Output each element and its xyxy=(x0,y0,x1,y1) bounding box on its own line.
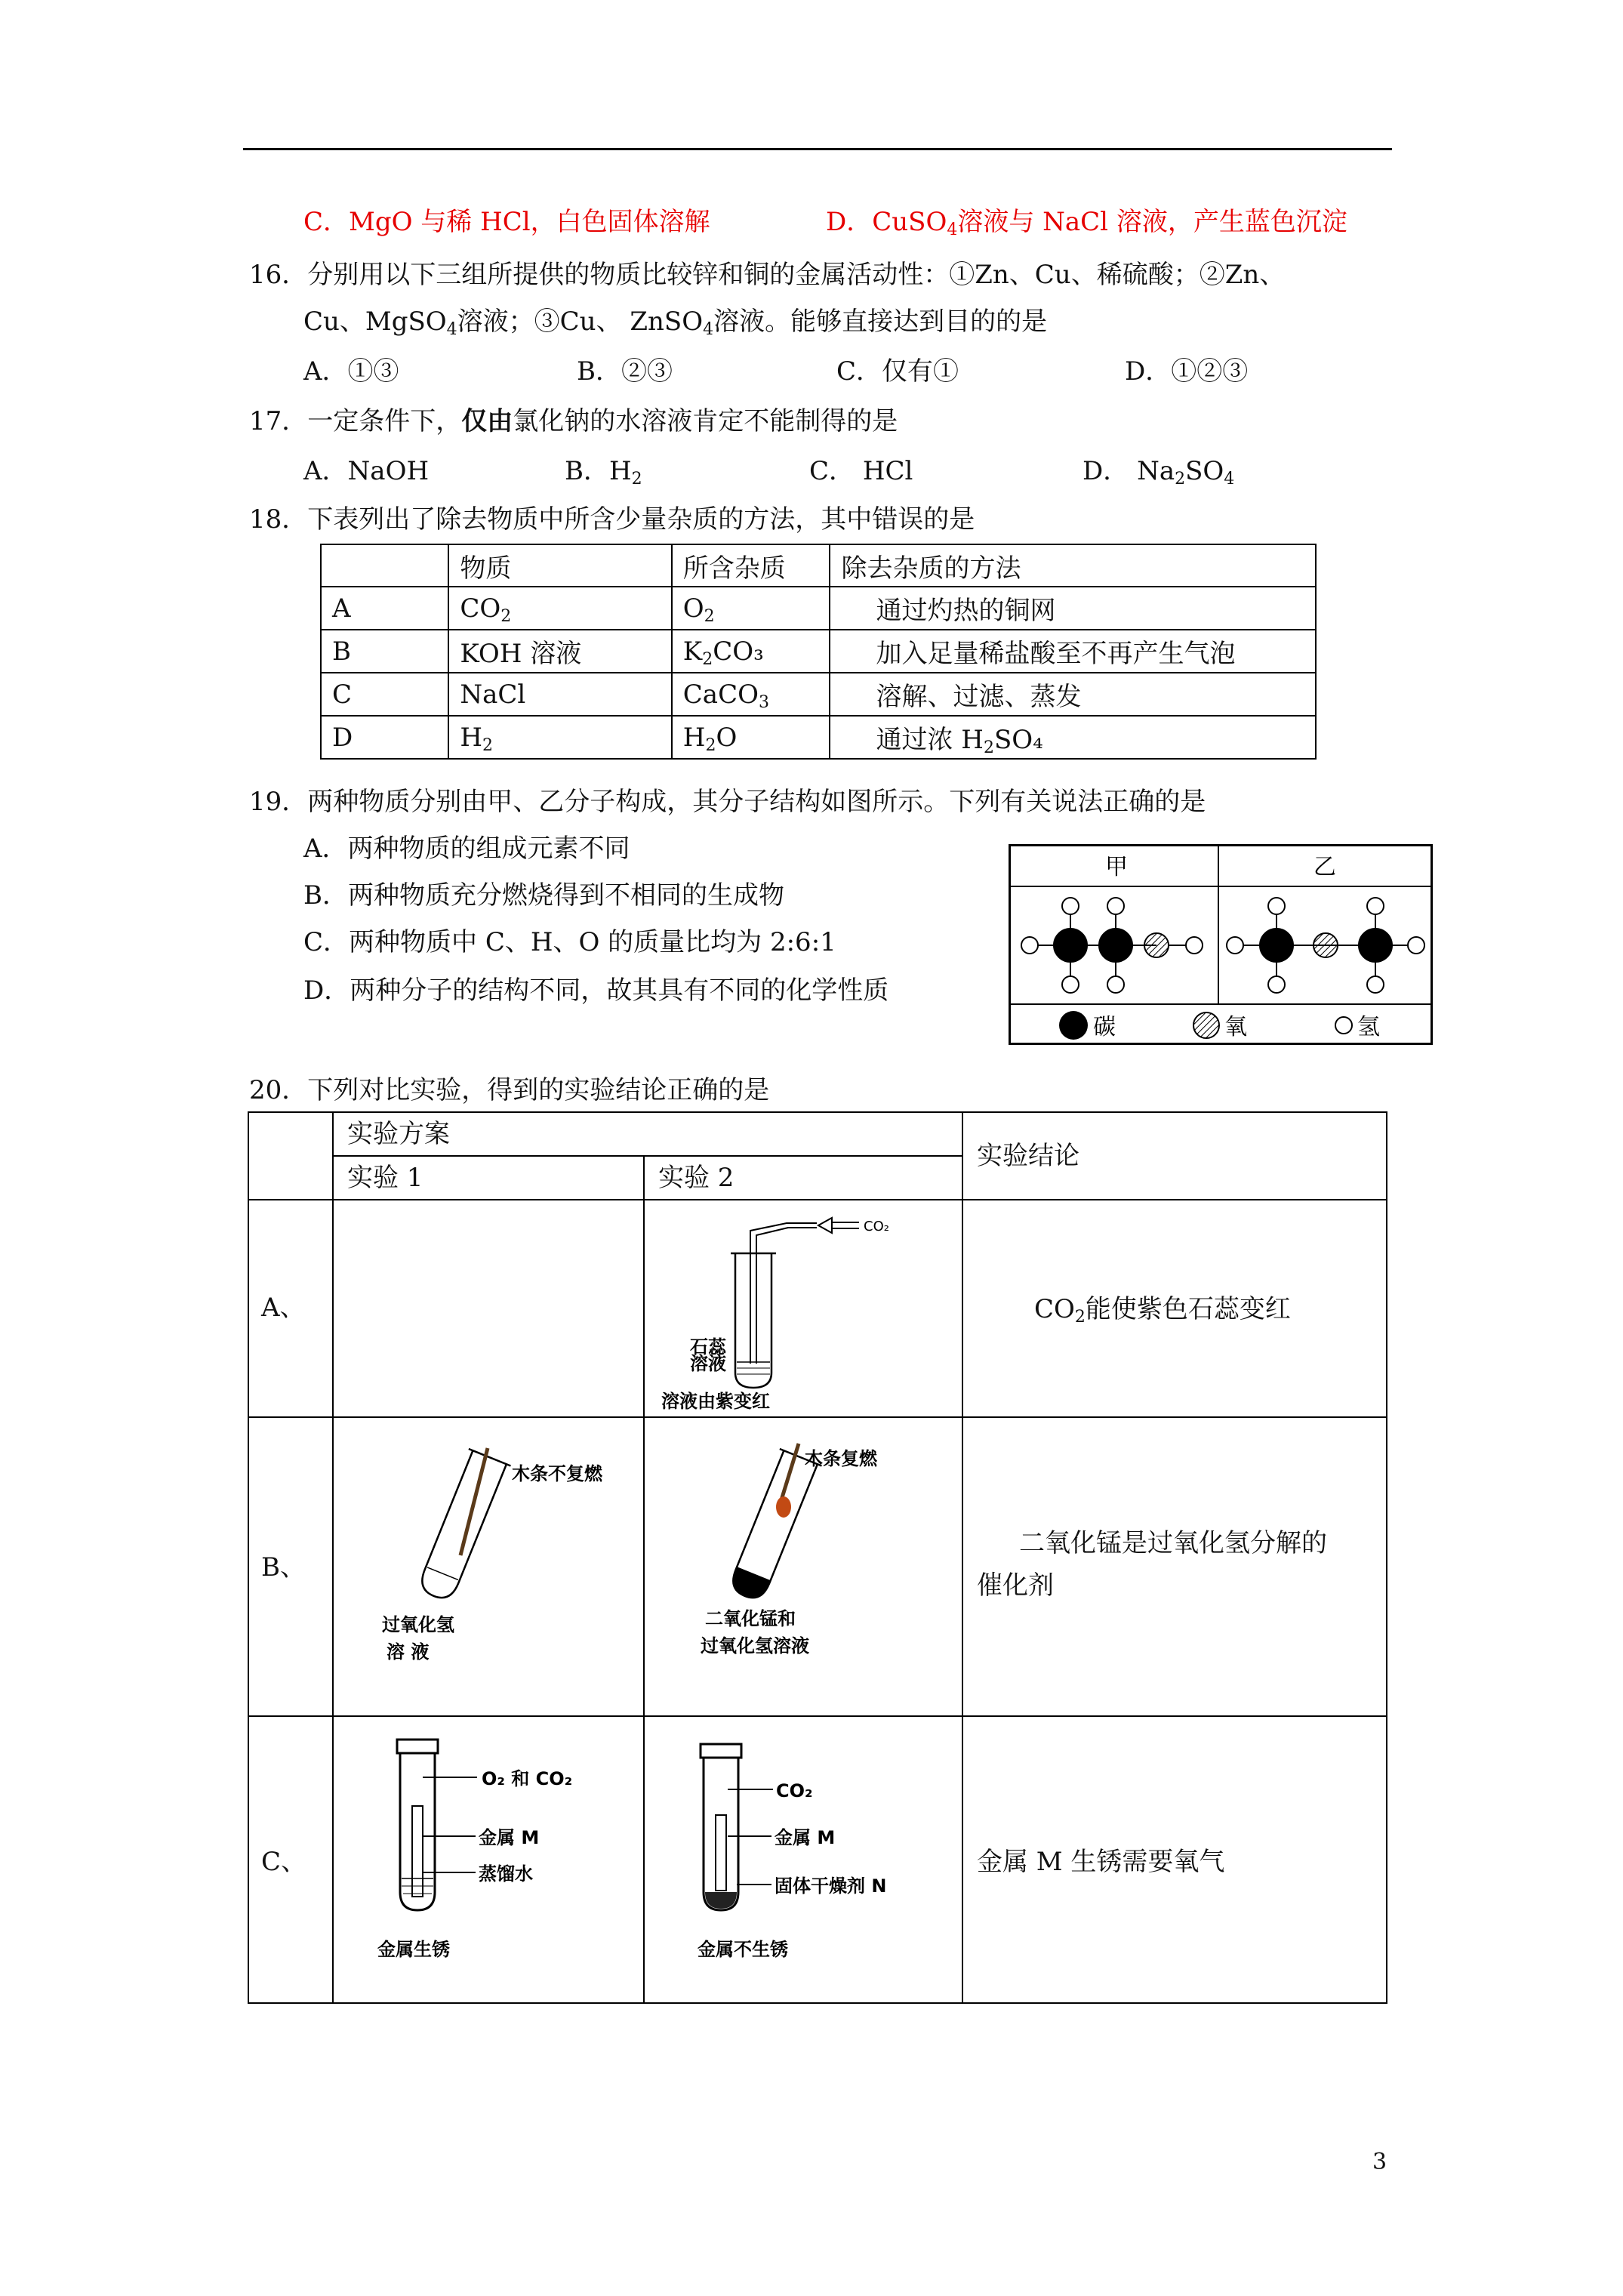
q16-option-c: C．仅有① xyxy=(836,356,959,387)
table-row xyxy=(321,587,1316,630)
impurity-cell: $O_2$ xyxy=(672,587,830,630)
h2o2-apparatus xyxy=(347,1427,642,1676)
q20-row-c-label: C、 xyxy=(261,1847,307,1877)
q18-header-cell: 所含杂质 xyxy=(672,544,830,587)
q18-header-row xyxy=(321,544,1316,587)
header-rule xyxy=(243,148,1392,150)
metal-strip-icon xyxy=(412,1806,423,1897)
flame-icon xyxy=(776,1496,791,1518)
molecule-figure xyxy=(1009,844,1433,1045)
wood-splint-icon xyxy=(460,1448,488,1555)
q18-header-cell: 物质 xyxy=(448,544,671,587)
exp2-caption: 溶液由紫变红 xyxy=(661,1391,770,1412)
exp1-caption-line1: 过氧化氢 xyxy=(382,1614,454,1635)
q20-row-b-conclusion-1: 二氧化锰是过氧化氢分解的 xyxy=(1019,1528,1327,1558)
label-desiccant: 固体干燥剂 N xyxy=(775,1875,887,1897)
q20-header-conclusion: 实验结论 xyxy=(977,1141,1079,1171)
row-label: A xyxy=(321,587,448,630)
label-yi: 乙 xyxy=(1313,854,1336,880)
q16-stem-line1: 16．分别用以下三组所提供的物质比较锌和铜的金属活动性：①Zn、Cu、稀硫酸；②Zn、 xyxy=(249,260,1286,290)
row-label: C xyxy=(321,673,448,716)
exp2-caption-line1: 二氧化锰和 xyxy=(705,1608,796,1629)
legend-oxygen: 氧 xyxy=(1224,1014,1247,1040)
method-cell: 通过灼热的铜网 xyxy=(830,587,1316,630)
q20-row-line xyxy=(248,1199,1387,1200)
q20-row-b-label: B、 xyxy=(261,1552,306,1583)
q16-option-a: A．①③ xyxy=(303,356,399,387)
table-row xyxy=(321,716,1316,759)
q20-row-line xyxy=(248,1715,1387,1717)
q19-option-d: D．两种分子的结构不同，故其具有不同的化学性质 xyxy=(303,975,889,1006)
row-label: D xyxy=(321,716,448,759)
q20-header-exp2: 实验 2 xyxy=(658,1163,735,1193)
impurity-cell: CaCO$_3$ xyxy=(672,673,830,716)
q19-option-a: A．两种物质的组成元素不同 xyxy=(303,834,630,864)
q17-option-b: B．$H_2$ xyxy=(565,456,642,488)
impurity-cell: $H_2O$ xyxy=(672,716,830,759)
table-row xyxy=(321,673,1316,716)
substance-cell: KOH 溶液 xyxy=(448,630,671,673)
substance-cell: $H_2$ xyxy=(448,716,671,759)
method-cell: 加入足量稀盐酸至不再产生气泡 xyxy=(830,630,1316,673)
q17-option-a: A．NaOH xyxy=(303,456,430,486)
label-water: 蒸馏水 xyxy=(479,1863,533,1885)
legend-hydrogen: 氢 xyxy=(1357,1014,1380,1040)
litmus-label: 石蕊 xyxy=(690,1336,726,1358)
stopper-icon xyxy=(397,1740,438,1753)
q19-option-b: B．两种物质充分燃烧得到不相同的生成物 xyxy=(303,880,784,911)
table-row xyxy=(321,630,1316,673)
splint-label: 木条复燃 xyxy=(805,1448,877,1469)
q18-header-cell xyxy=(321,544,448,587)
q20-row-line xyxy=(332,1155,962,1157)
arrow-icon xyxy=(818,1218,832,1233)
q16-option-d: D．①②③ xyxy=(1125,356,1249,387)
exp1-caption: 金属生锈 xyxy=(377,1939,450,1960)
q20-row-a-conclusion: $CO_2$能使紫色石蕊变红 xyxy=(1034,1294,1291,1327)
q17-stem: 17．一定条件下，仅由氯化钠的水溶液肯定不能制得的是 xyxy=(249,406,898,436)
label-o2-co2: O₂ 和 CO₂ xyxy=(482,1768,573,1789)
q20-row-b-conclusion-2: 催化剂 xyxy=(977,1570,1054,1601)
q16-option-b: B．②③ xyxy=(577,356,673,387)
method-cell: 通过浓 $H_2SO_4$ xyxy=(830,716,1316,759)
co2-litmus-apparatus xyxy=(658,1203,945,1412)
mno2-apparatus xyxy=(658,1427,953,1676)
q19-stem: 19．两种物质分别由甲、乙分子构成，其分子结构如图所示。下列有关说法正确的是 xyxy=(249,787,1206,817)
exp2-caption: 金属不生锈 xyxy=(698,1939,788,1960)
exp2-caption-line2: 过氧化氢溶液 xyxy=(701,1635,809,1657)
q20-row-line xyxy=(248,1416,1387,1418)
q16-stem-line2: Cu、MgSO$_4$溶液；③Cu、 ZnSO$_4$溶液。能够直接达到目的的是 xyxy=(303,307,1048,339)
q15-option-d: D．CuSO$_4$溶液与 NaCl 溶液，产生蓝色沉淀 xyxy=(826,207,1347,239)
legend-carbon-icon xyxy=(1059,1011,1088,1040)
exp1-caption-line2: 溶 液 xyxy=(387,1641,430,1663)
legend-carbon: 碳 xyxy=(1093,1014,1116,1040)
q18-table xyxy=(320,544,1317,760)
q20-stem: 20．下列对比实验，得到的实验结论正确的是 xyxy=(249,1075,770,1105)
litmus-label-2: 溶液 xyxy=(690,1353,726,1374)
q20-row-c-conclusion: 金属 M 生锈需要氧气 xyxy=(977,1847,1225,1877)
impurity-cell: $K_2CO_3$ xyxy=(672,630,830,673)
splint-label: 木条不复燃 xyxy=(512,1463,602,1484)
rust-apparatus xyxy=(347,1721,642,1978)
label-jia: 甲 xyxy=(1105,854,1128,880)
q18-stem: 18．下表列出了除去物质中所含少量杂质的方法，其中错误的是 xyxy=(249,504,975,535)
q20-row-a-label: A、 xyxy=(261,1293,306,1323)
q20-col-line xyxy=(962,1111,963,2004)
metal-strip-icon xyxy=(716,1815,726,1891)
row-label: B xyxy=(321,630,448,673)
q18-header-cell: 除去杂质的方法 xyxy=(830,544,1316,587)
label-metal-m: 金属 M xyxy=(479,1827,540,1848)
q20-col-line xyxy=(643,1155,645,2004)
q19-option-c: C．两种物质中 C、H、O 的质量比均为 2:6:1 xyxy=(303,927,836,957)
method-cell: 溶解、过滤、蒸发 xyxy=(830,673,1316,716)
q17-option-c: C． HCl xyxy=(809,456,913,486)
q17-option-d: D． $Na_2SO_4$ xyxy=(1083,456,1235,488)
q15-option-c: C．MgO 与稀 HCl，白色固体溶解 xyxy=(303,207,710,237)
co2-tag: CO₂ xyxy=(864,1219,889,1234)
q20-header-plan: 实验方案 xyxy=(347,1119,450,1149)
page-number: 3 xyxy=(1372,2149,1387,2175)
q20-col-line xyxy=(332,1111,334,2004)
stopper-icon xyxy=(701,1744,741,1758)
substance-cell: NaCl xyxy=(448,673,671,716)
no-rust-apparatus xyxy=(658,1721,953,1978)
label-co2: CO₂ xyxy=(776,1780,813,1801)
legend-oxygen-icon xyxy=(1193,1012,1219,1038)
legend-hydrogen-icon xyxy=(1335,1017,1352,1034)
label-metal-m: 金属 M xyxy=(775,1827,836,1848)
q20-header-exp1: 实验 1 xyxy=(347,1163,423,1193)
substance-cell: $CO_2$ xyxy=(448,587,671,630)
